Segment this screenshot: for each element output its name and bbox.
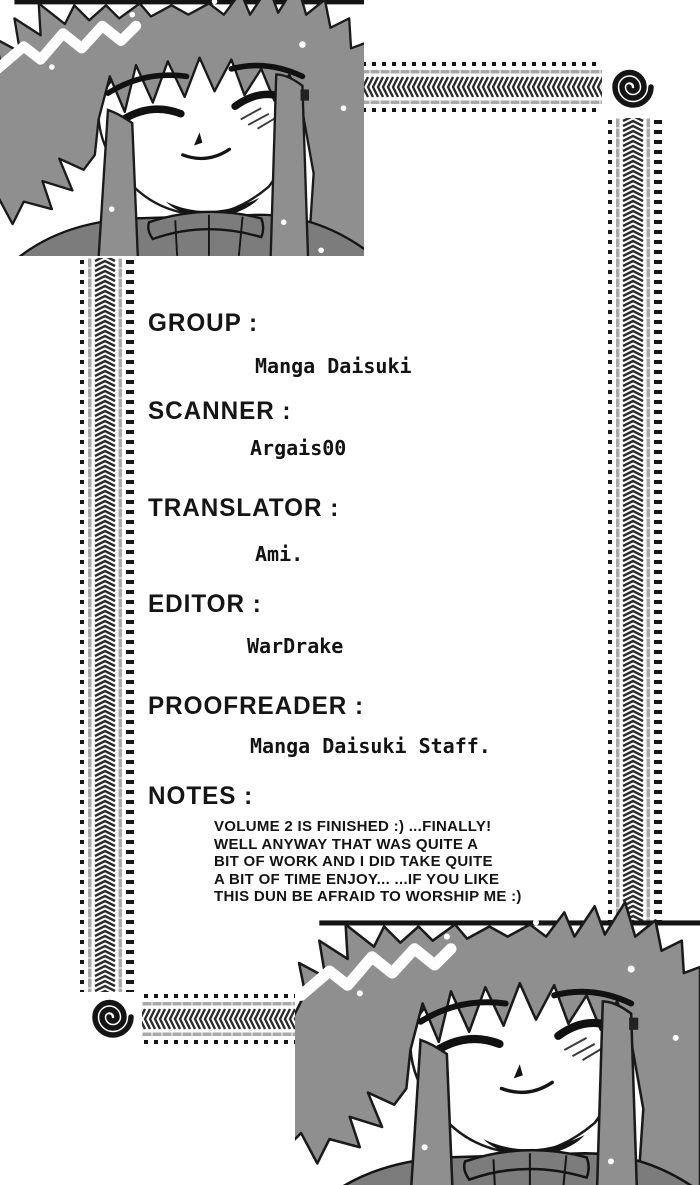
manga-girl-bottom-art — [295, 896, 700, 1185]
editor-label: EDITOR : — [148, 590, 262, 618]
scanner-label: SCANNER : — [148, 397, 292, 425]
notes-line: WELL ANYWAY THAT WAS QUITE A — [214, 835, 479, 853]
notes-line: A BIT OF TIME ENJOY... ...IF YOU LIKE — [214, 870, 500, 888]
notes-text — [214, 818, 522, 906]
translator-value: Ami. — [255, 542, 304, 566]
notes-line: THIS DUN BE AFRAID TO WORSHIP ME :) — [214, 888, 522, 906]
border-band-left — [80, 258, 134, 992]
manga-girl-top — [0, 0, 364, 256]
manga-girl-bottom — [295, 896, 700, 1185]
notes-line: VOLUME 2 IS FINISHED :) ...FINALLY! — [214, 818, 492, 835]
group-value: Manga Daisuki — [255, 354, 412, 378]
group-label: GROUP : — [148, 309, 259, 337]
proofreader-label: PROOFREADER : — [148, 692, 365, 720]
manga-girl-top-art — [0, 0, 364, 256]
border-band-right — [608, 118, 662, 922]
border-band-top — [360, 62, 602, 112]
spiral-bottom-left-icon — [86, 990, 140, 1044]
spiral-top-right-icon — [606, 60, 660, 114]
scanner-value: Argais00 — [250, 436, 347, 460]
notes-line: BIT OF WORK AND I DID TAKE QUITE — [214, 853, 493, 871]
editor-value: WarDrake — [247, 634, 344, 658]
notes-label: NOTES : — [148, 782, 254, 810]
translator-label: TRANSLATOR : — [148, 494, 340, 522]
proofreader-value: Manga Daisuki Staff. — [250, 734, 491, 758]
